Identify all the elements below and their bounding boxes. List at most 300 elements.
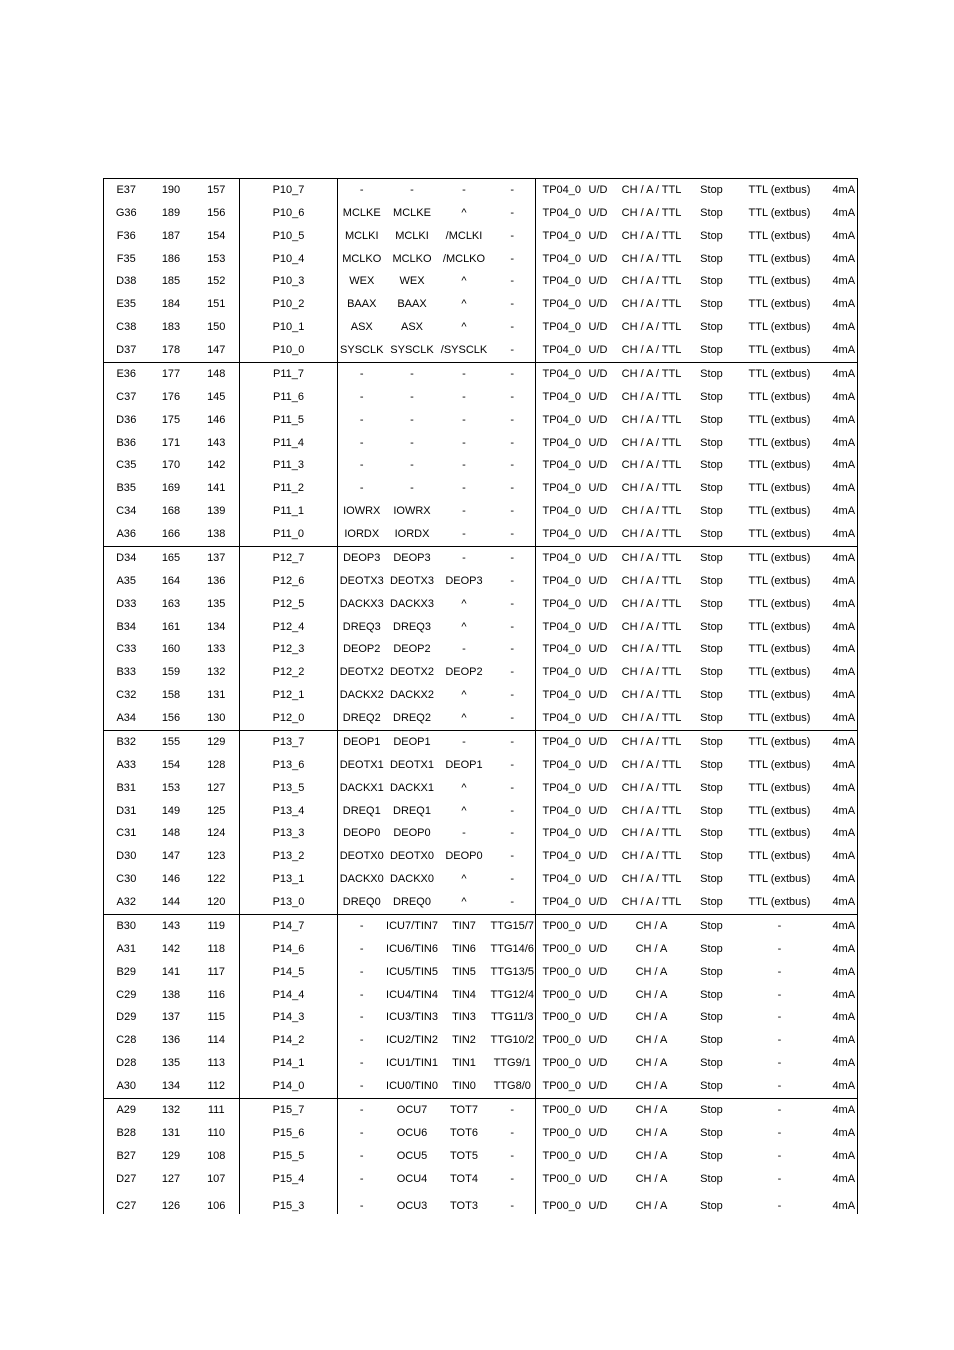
table-row — [104, 202, 858, 225]
cell-pin-b: 145 — [194, 386, 240, 409]
cell-func3: - — [439, 363, 490, 386]
table-row — [104, 639, 858, 662]
cell-standby: Stop — [700, 1172, 723, 1185]
cell-func2: IOWRX — [393, 505, 431, 518]
cell-func4: - — [510, 229, 515, 242]
cell-func4: - — [510, 689, 515, 702]
cell-drive: 4mA — [831, 248, 858, 271]
cell-func3: TIN1 — [452, 1057, 476, 1070]
cell-port: P10_5 — [272, 229, 305, 242]
cell-circuit: CH / A — [635, 1057, 668, 1070]
cell-func1: - — [338, 1145, 386, 1168]
cell-func4: - — [490, 339, 536, 362]
cell-drive: 4mA — [831, 616, 858, 639]
cell-func3: ^ — [461, 321, 467, 334]
table-row — [104, 455, 858, 478]
cell-dir: U/D — [588, 1075, 609, 1098]
cell-io-type: TTL (extbus) — [748, 827, 811, 840]
cell-drive: 4mA — [831, 547, 858, 570]
cell-pin-a: 148 — [161, 827, 181, 840]
cell-port: P13_1 — [272, 873, 305, 886]
cell-pin-b: 154 — [194, 225, 240, 248]
cell-timing: TP04_0 — [536, 684, 588, 707]
cell-drive: 4mA — [831, 593, 858, 616]
cell-ball: E36 — [104, 363, 149, 386]
cell-func3: - — [462, 413, 466, 426]
cell-func2: DEOP1 — [386, 731, 439, 754]
cell-io-type: TTL (extbus) — [729, 707, 831, 730]
cell-func3: /MCLKI — [445, 229, 483, 242]
cell-drive: 4mA — [831, 777, 858, 800]
cell-dir: U/D — [588, 781, 608, 794]
cell-func2: MCLKI — [395, 229, 429, 242]
cell-drive: 4mA — [831, 316, 858, 339]
cell-func2: - — [386, 363, 439, 386]
cell-func1: DEOP0 — [338, 823, 386, 846]
cell-func2: OCU5 — [396, 1149, 428, 1162]
cell-circuit: CH / A — [609, 1075, 695, 1098]
cell-drive: 4mA — [831, 1191, 858, 1215]
cell-func3: ^ — [461, 597, 467, 610]
cell-func1: DEOP1 — [338, 731, 386, 754]
cell-standby: Stop — [700, 574, 723, 587]
pin-table-body — [104, 179, 858, 1215]
cell-func4: - — [510, 390, 515, 403]
cell-dir: U/D — [588, 988, 608, 1001]
cell-pin-a: 189 — [161, 206, 181, 219]
cell-func2: DEOP0 — [393, 827, 431, 840]
cell-pin-a: 186 — [161, 252, 181, 265]
cell-func4: - — [510, 206, 515, 219]
cell-circuit: CH / A — [635, 965, 668, 978]
cell-standby: Stop — [700, 758, 723, 771]
cell-pin-a: 190 — [149, 179, 194, 202]
cell-drive: 4mA — [831, 386, 858, 409]
cell-func2: OCU7 — [386, 1099, 439, 1122]
cell-func2: DACKX1 — [389, 781, 435, 794]
cell-drive: 4mA — [831, 891, 858, 914]
cell-func1: DREQ2 — [338, 707, 386, 730]
table-row — [104, 1191, 858, 1215]
cell-standby: Stop — [695, 523, 729, 546]
cell-func2: BAAX — [397, 298, 427, 311]
table-row — [104, 523, 858, 546]
cell-circuit: CH / A / TTL — [621, 206, 682, 219]
cell-func3: TOT3 — [450, 1200, 478, 1213]
cell-pin-a: 153 — [161, 781, 181, 794]
cell-ball: C35 — [104, 455, 149, 478]
cell-pin-a: 138 — [161, 988, 181, 1001]
table-row — [104, 1145, 858, 1168]
cell-func1: - — [338, 1075, 386, 1098]
cell-port: P14_7 — [240, 915, 338, 938]
cell-pin-a: 187 — [161, 229, 181, 242]
cell-io-type: TTL (extbus) — [748, 229, 811, 242]
cell-ball: C32 — [104, 684, 149, 707]
cell-dir: U/D — [588, 915, 609, 938]
cell-func2: DACKX3 — [389, 597, 435, 610]
cell-standby: Stop — [700, 942, 723, 955]
table-row — [104, 616, 858, 639]
cell-drive: 4mA — [831, 432, 858, 455]
cell-timing: TP04_0 — [536, 570, 588, 593]
cell-pin-a: 126 — [161, 1200, 181, 1213]
cell-pin-a: 134 — [149, 1075, 194, 1098]
cell-func2: OCU4 — [396, 1172, 428, 1185]
table-row — [104, 570, 858, 593]
cell-standby: Stop — [700, 597, 723, 610]
cell-circuit: CH / A / TTL — [621, 298, 682, 311]
cell-port: P14_4 — [272, 988, 305, 1001]
cell-standby: Stop — [700, 873, 723, 886]
cell-pin-b: 139 — [194, 500, 240, 523]
table-row — [104, 339, 858, 362]
cell-port: P11_6 — [273, 390, 304, 403]
cell-pin-a: 137 — [161, 1011, 181, 1024]
cell-ball: C28 — [104, 1029, 149, 1052]
cell-circuit: CH / A / TTL — [609, 339, 695, 362]
table-row — [104, 593, 858, 616]
cell-func3: - — [462, 436, 466, 449]
cell-ball: D33 — [104, 593, 149, 616]
cell-pin-b: 116 — [194, 984, 240, 1007]
cell-func1: - — [338, 1007, 386, 1030]
cell-ball: F36 — [104, 225, 149, 248]
cell-func1: WEX — [338, 271, 386, 294]
cell-pin-b: 114 — [194, 1029, 240, 1052]
cell-dir: U/D — [588, 339, 609, 362]
cell-pin-b: 148 — [194, 363, 240, 386]
cell-timing: TP04_0 — [536, 754, 588, 777]
cell-io-type: TTL (extbus) — [748, 574, 811, 587]
cell-timing: TP00_0 — [536, 1099, 588, 1122]
cell-func4: - — [490, 547, 536, 570]
cell-func1: MCLKO — [338, 248, 386, 271]
cell-circuit: CH / A — [635, 1172, 668, 1185]
cell-func3: TIN4 — [452, 988, 476, 1001]
cell-pin-b: 146 — [194, 409, 240, 432]
cell-timing: TP00_0 — [536, 1007, 588, 1030]
cell-pin-a: 135 — [161, 1057, 181, 1070]
cell-dir: U/D — [588, 1011, 608, 1024]
cell-pin-b: 142 — [194, 455, 240, 478]
cell-func2: DREQ0 — [386, 891, 439, 914]
cell-ball: E37 — [104, 179, 149, 202]
cell-drive: 4mA — [831, 639, 858, 662]
cell-drive: 4mA — [831, 271, 858, 294]
cell-func1: - — [338, 432, 386, 455]
cell-circuit: CH / A / TTL — [609, 363, 695, 386]
cell-ball: D36 — [104, 409, 149, 432]
cell-func3: TIN5 — [452, 965, 476, 978]
cell-pin-a: 169 — [161, 482, 181, 495]
cell-port: P14_6 — [272, 942, 305, 955]
cell-func3: TIN3 — [452, 1011, 476, 1024]
cell-io-type: TTL (extbus) — [748, 597, 811, 610]
cell-func3: TIN6 — [452, 942, 476, 955]
cell-func2: DEOP2 — [393, 643, 431, 656]
cell-ball: C27 — [104, 1191, 149, 1215]
cell-drive: 4mA — [831, 1029, 858, 1052]
cell-drive: 4mA — [831, 1052, 858, 1075]
cell-port: P11_1 — [273, 505, 304, 518]
cell-func4: TTG13/5 — [490, 965, 534, 978]
cell-io-type: TTL (extbus) — [748, 206, 811, 219]
cell-func3: - — [439, 523, 490, 546]
cell-drive: 4mA — [831, 938, 858, 961]
cell-standby: Stop — [695, 891, 729, 914]
cell-port: P15_6 — [272, 1126, 305, 1139]
cell-timing: TP04_0 — [536, 293, 588, 316]
cell-io-type: TTL (extbus) — [748, 643, 811, 656]
cell-func1: DEOP2 — [338, 639, 386, 662]
cell-pin-a: 178 — [149, 339, 194, 362]
cell-func4: TTG10/2 — [490, 1034, 534, 1047]
cell-pin-b: 150 — [194, 316, 240, 339]
cell-drive: 4mA — [831, 409, 858, 432]
cell-pin-b: 147 — [194, 339, 240, 362]
cell-ball: B36 — [104, 432, 149, 455]
cell-port: P10_4 — [272, 252, 305, 265]
cell-pin-b: 136 — [194, 570, 240, 593]
cell-standby: Stop — [700, 275, 723, 288]
table-row — [104, 823, 858, 846]
cell-ball: A31 — [104, 938, 149, 961]
cell-io-type: - — [729, 1099, 831, 1122]
cell-circuit: CH / A / TTL — [621, 459, 682, 472]
cell-func2: MCLKE — [393, 206, 431, 219]
cell-circuit: CH / A / TTL — [621, 873, 682, 886]
table-row — [104, 684, 858, 707]
cell-ball: C31 — [104, 823, 149, 846]
cell-func3: TOT4 — [450, 1172, 478, 1185]
cell-drive: 4mA — [831, 1099, 858, 1122]
cell-dir: U/D — [588, 229, 608, 242]
cell-func4: - — [510, 873, 515, 886]
table-row — [104, 248, 858, 271]
cell-dir: U/D — [588, 505, 608, 518]
cell-timing: TP04_0 — [536, 868, 588, 891]
cell-port: P11_3 — [273, 459, 304, 472]
cell-io-type: TTL (extbus) — [748, 666, 811, 679]
cell-port: P11_5 — [273, 413, 304, 426]
cell-pin-b: 132 — [194, 661, 240, 684]
cell-drive: 4mA — [831, 754, 858, 777]
cell-port: P12_1 — [272, 689, 305, 702]
cell-drive: 4mA — [831, 1007, 858, 1030]
cell-pin-b: 152 — [194, 271, 240, 294]
cell-standby: Stop — [695, 1099, 729, 1122]
cell-port: P14_0 — [240, 1075, 338, 1098]
cell-func1: DEOTX1 — [338, 754, 386, 777]
cell-circuit: CH / A — [635, 1200, 668, 1213]
cell-port: P12_4 — [272, 620, 305, 633]
cell-standby: Stop — [700, 965, 723, 978]
cell-drive: 4mA — [831, 339, 858, 362]
cell-func1: - — [338, 409, 386, 432]
table-row — [104, 179, 858, 202]
cell-func2: - — [386, 179, 439, 202]
cell-standby: Stop — [700, 689, 723, 702]
cell-dir: U/D — [588, 1126, 608, 1139]
table-row — [104, 547, 858, 570]
cell-func3: - — [462, 827, 466, 840]
cell-drive: 4mA — [831, 225, 858, 248]
cell-pin-a: 155 — [149, 731, 194, 754]
cell-dir: U/D — [588, 523, 609, 546]
cell-standby: Stop — [695, 707, 729, 730]
cell-ball: D30 — [104, 845, 149, 868]
cell-io-type: TTL (extbus) — [748, 505, 811, 518]
cell-pin-b: 124 — [194, 823, 240, 846]
cell-func2: ICU4/TIN4 — [386, 988, 438, 1001]
cell-port: P13_5 — [272, 781, 305, 794]
cell-standby: Stop — [695, 731, 729, 754]
cell-func2: - — [410, 459, 414, 472]
cell-func4: - — [510, 482, 515, 495]
cell-io-type: TTL (extbus) — [729, 891, 831, 914]
cell-timing: TP04_0 — [536, 455, 588, 478]
cell-pin-b: 117 — [194, 961, 240, 984]
cell-pin-a: 127 — [161, 1172, 181, 1185]
cell-ball: A30 — [104, 1075, 149, 1098]
cell-dir: U/D — [588, 275, 608, 288]
cell-port: P12_2 — [272, 666, 305, 679]
cell-circuit: CH / A / TTL — [621, 850, 682, 863]
cell-func3: - — [439, 547, 490, 570]
cell-dir: U/D — [588, 390, 608, 403]
cell-dir: U/D — [588, 363, 609, 386]
cell-dir: U/D — [588, 666, 608, 679]
cell-dir: U/D — [588, 436, 608, 449]
cell-circuit: CH / A / TTL — [621, 666, 682, 679]
cell-func2: WEX — [399, 275, 425, 288]
cell-func1: - — [338, 1122, 386, 1145]
cell-timing: TP00_0 — [536, 1029, 588, 1052]
cell-timing: TP04_0 — [536, 432, 588, 455]
cell-func1: IOWRX — [338, 500, 386, 523]
cell-ball: D38 — [104, 271, 149, 294]
cell-drive: 4mA — [831, 707, 858, 730]
cell-pin-a: 142 — [161, 942, 181, 955]
cell-timing: TP04_0 — [536, 707, 588, 730]
cell-pin-a: 132 — [149, 1099, 194, 1122]
cell-func4: - — [510, 252, 515, 265]
cell-io-type: TTL (extbus) — [748, 275, 811, 288]
cell-standby: Stop — [700, 321, 723, 334]
cell-standby: Stop — [700, 229, 723, 242]
cell-func4: - — [490, 363, 536, 386]
cell-standby: Stop — [700, 1011, 723, 1024]
cell-drive: 4mA — [831, 984, 858, 1007]
cell-pin-a: 131 — [161, 1126, 181, 1139]
cell-func3: TOT7 — [439, 1099, 490, 1122]
cell-ball: D27 — [104, 1168, 149, 1191]
cell-pin-b: 130 — [194, 707, 240, 730]
cell-func4: - — [510, 298, 515, 311]
cell-circuit: CH / A / TTL — [621, 275, 682, 288]
cell-circuit: CH / A / TTL — [621, 597, 682, 610]
table-row — [104, 915, 858, 938]
cell-drive: 4mA — [831, 868, 858, 891]
cell-func1: - — [338, 961, 386, 984]
cell-func2: DREQ1 — [393, 804, 431, 817]
cell-standby: Stop — [700, 804, 723, 817]
cell-timing: TP04_0 — [536, 271, 588, 294]
cell-ball: D29 — [104, 1007, 149, 1030]
cell-func2: OCU3 — [396, 1200, 428, 1213]
cell-pin-a: 184 — [161, 298, 181, 311]
table-row — [104, 731, 858, 754]
cell-func2: DACKX0 — [389, 873, 435, 886]
cell-timing: TP04_0 — [536, 363, 588, 386]
cell-func1: SYSCLK — [338, 339, 386, 362]
cell-port: P13_6 — [272, 758, 305, 771]
cell-io-type: TTL (extbus) — [748, 850, 811, 863]
cell-func2: ICU7/TIN7 — [386, 915, 439, 938]
cell-timing: TP00_0 — [536, 1191, 588, 1215]
cell-func3: ^ — [439, 891, 490, 914]
cell-ball: A34 — [104, 707, 149, 730]
cell-func2: - — [410, 390, 414, 403]
cell-func2: DREQ2 — [386, 707, 439, 730]
cell-func4: - — [510, 413, 515, 426]
cell-timing: TP04_0 — [536, 616, 588, 639]
cell-port: P11_0 — [240, 523, 338, 546]
cell-func3: TIN0 — [439, 1075, 490, 1098]
cell-dir: U/D — [588, 321, 608, 334]
cell-io-type: TTL (extbus) — [748, 459, 811, 472]
cell-dir: U/D — [588, 965, 608, 978]
table-row — [104, 1075, 858, 1098]
cell-func3: ^ — [461, 781, 467, 794]
cell-circuit: CH / A — [609, 1099, 695, 1122]
cell-func1: - — [338, 1099, 386, 1122]
cell-func1: DREQ3 — [338, 616, 386, 639]
cell-func3: DEOP1 — [445, 758, 483, 771]
cell-func2: ASX — [400, 321, 423, 334]
cell-dir: U/D — [588, 1099, 609, 1122]
cell-func4: - — [490, 523, 536, 546]
cell-timing: TP04_0 — [536, 179, 588, 202]
cell-pin-b: 108 — [194, 1145, 240, 1168]
cell-func1: DACKX0 — [338, 868, 386, 891]
cell-dir: U/D — [588, 1172, 608, 1185]
cell-io-type: TTL (extbus) — [748, 436, 811, 449]
cell-drive: 4mA — [831, 1075, 858, 1098]
cell-pin-b: 112 — [194, 1075, 240, 1098]
cell-pin-b: 106 — [194, 1191, 240, 1215]
cell-port: P14_1 — [272, 1057, 305, 1070]
cell-func4: TTG9/1 — [493, 1057, 531, 1070]
cell-io-type: TTL (extbus) — [729, 547, 831, 570]
cell-timing: TP04_0 — [536, 500, 588, 523]
cell-standby: Stop — [695, 1075, 729, 1098]
cell-dir: U/D — [588, 707, 609, 730]
cell-ball: C30 — [104, 868, 149, 891]
cell-dir: U/D — [588, 1057, 608, 1070]
cell-io-type: - — [777, 1057, 782, 1070]
cell-func3: ^ — [461, 873, 467, 886]
cell-func3: - — [462, 459, 466, 472]
cell-pin-a: 166 — [149, 523, 194, 546]
cell-func1: MCLKE — [338, 202, 386, 225]
cell-standby: Stop — [700, 850, 723, 863]
cell-pin-a: 176 — [161, 390, 181, 403]
cell-pin-a: 129 — [161, 1149, 181, 1162]
cell-circuit: CH / A / TTL — [621, 574, 682, 587]
cell-ball: B32 — [104, 731, 149, 754]
